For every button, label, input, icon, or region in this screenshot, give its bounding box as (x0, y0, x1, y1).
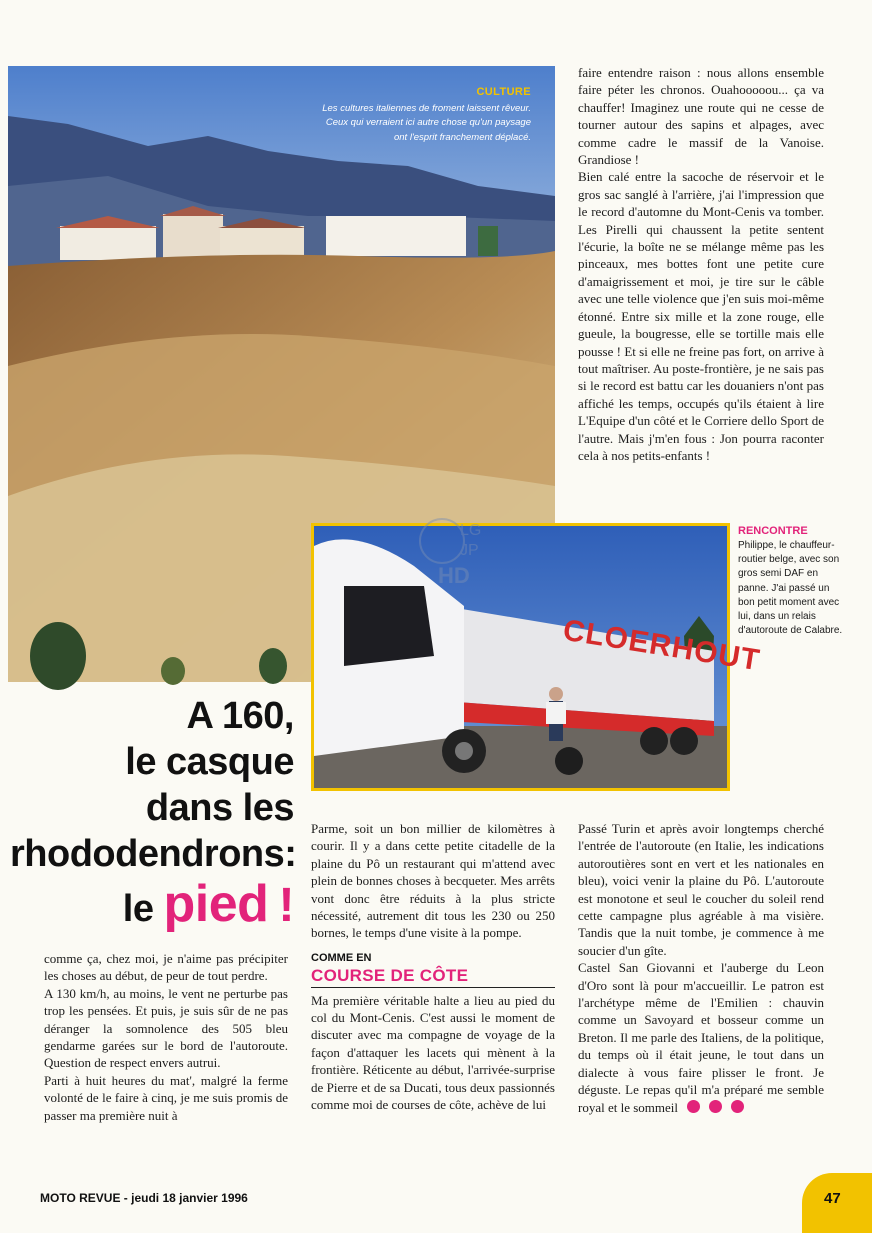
headline-line: A 160, (186, 695, 294, 737)
headline-line: le casque (125, 741, 294, 783)
section-kicker: COMME EN (311, 951, 372, 964)
truck-brand-label: CLOERHOUT (560, 613, 763, 678)
paragraph-text: Castel San Giovanni et l'auberge du Leon d'Oro sont là pour m'accueillir. Le patron est l'archétype même de l'Emilien : chauvin comme un Savoyard et bosseur comme un Breton. Il me parle des Italiens, de la politique, du temps où il était jeune, le tout dans un dialecte à vous faire plisser le front. Je déguste. Le repas qu'il m'a préparé me semble royal et le sommeil (578, 960, 824, 1115)
article-column-1 (44, 950, 288, 1124)
headline-exclamation: ! (278, 879, 294, 932)
rencontre-kicker: RENCONTRE (738, 525, 808, 537)
truck-photo (311, 523, 763, 791)
headline-emphasis: pied (163, 875, 269, 933)
page-number (802, 1173, 872, 1233)
headline-line: rhododendrons: (10, 833, 297, 875)
rencontre-caption (738, 525, 848, 638)
watermark-logo (412, 505, 502, 591)
svg-text:HD: HD (438, 563, 470, 588)
svg-text:LG: LG (460, 522, 482, 539)
paragraph: Bien calé entre la sacoche de réservoir et le gros sac sanglé à l'arrière, j'ai l'impression que le record d'automne du Mont-Cenis va tomber. Les Pirelli qui chaussent la petite sentent l'écurie, la boîte ne se mélange même pas les pinceaux, mes bottes font une petite cure d'amaigrissement et moi, je tire sur le câble avec une telle violence que j'en suis moi-même étonné. Entre six mille et la zone rouge, elle gueule, la bougresse, elle se tortille mais elle pousse ! Et si elle ne freine pas fort, on arrive à tout maîtriser. Au poste-frontière, je ne sais pas si le record est battu car les douaniers n'ont pas affiché les temps, occupés qu'ils étaient à lire L'Equipe d'un côté et le Corriere dello Sport de l'autre. Mais j'm'en fous : Jon pourra raconter cela à nos petits-enfants ! (578, 169, 824, 463)
article-headline (10, 693, 297, 933)
culture-caption-text: Les cultures italiennes de froment laissent rêveur. Ceux qui verraient ici autre chose qu'un paysage ont l'esprit franchement déplacé. (322, 103, 531, 143)
article-column-right-top (578, 64, 824, 464)
svg-text:JP: JP (460, 542, 479, 559)
culture-kicker: CULTURE (476, 86, 531, 98)
footer-issue-line: MOTO REVUE - jeudi 18 janvier 1996 (40, 1191, 248, 1205)
rencontre-caption-text: Philippe, le chauffeur-routier belge, avec son gros semi DAF en panne. J'ai passé un bon petit moment avec lui, dans un relais d'autoroute de Calabre. (738, 540, 843, 637)
continuation-dots-icon (687, 1100, 753, 1117)
section-heading (311, 950, 555, 988)
paragraph: Passé Turin et après avoir longtemps cherché l'entrée de l'autoroute (en Italie, les indications autoroutières sont en vert et les nationales en bleu), voici venir la plaine du Pô. L'autoroute est monotone et seul le coucher du soleil rend cette campagne plus agréable à ma visière. Tandis que la nuit tombe, je commence à me soucier d'un gîte. (578, 821, 824, 958)
paragraph (578, 959, 824, 1117)
headline-line: dans les (145, 787, 294, 829)
paragraph: A 130 km/h, au moins, le vent ne perturbe pas trop les pensées. Et puis, je suis sûr de ne pas déranger la somnolence des 505 bleu gendarme garées sur le bord de l'autoroute. Question de respect envers autrui. (44, 985, 288, 1071)
headline-line (10, 875, 294, 933)
section-title: COURSE DE CÔTE (311, 967, 555, 987)
culture-caption (321, 86, 531, 145)
headline-prefix: le (122, 888, 154, 930)
page-number-value: 47 (824, 1190, 841, 1207)
paragraph: Parti à huit heures du mat', malgré la ferme volonté de le faire à cinq, je me suis promis de passer ma première nuit à (44, 1072, 288, 1123)
paragraph: faire entendre raison : nous allons ensemble faire péter les chronos. Ouahooooou... ça va chauffer! Imaginez une route qui ne cesse de tourner autour des sapins et alpages, avec comme cadre le massif de la Vanoise. Grandiose ! (578, 65, 824, 168)
article-column-2 (311, 820, 555, 1114)
paragraph: comme ça, chez moi, je n'aime pas précipiter les choses au début, de peur de tout perdre. (44, 951, 288, 984)
paragraph: Ma première véritable halte a lieu au pied du col du Mont-Cenis. C'est aussi le moment de discuter avec ma compagne de voyage de la façon d'attaquer les lacets qui mènent à la frontière. Réticente au début, l'arrivée-surprise de Pierre et de sa Ducati, tous deux passionnés comme moi de courses de côte, achève de lui (311, 992, 555, 1113)
paragraph: Parme, soit un bon millier de kilomètres à courir. Il y a dans cette petite citadelle de la plaine du Pô un restaurant qui m'attend avec plein de bonnes choses à becqueter. Mes arrêts vont donc être réduits à la plus stricte nécessité, autrement dit tous les 230 ou 250 bornes, le temps d'une visite à la pompe. (311, 821, 555, 941)
article-column-3 (578, 820, 824, 1117)
